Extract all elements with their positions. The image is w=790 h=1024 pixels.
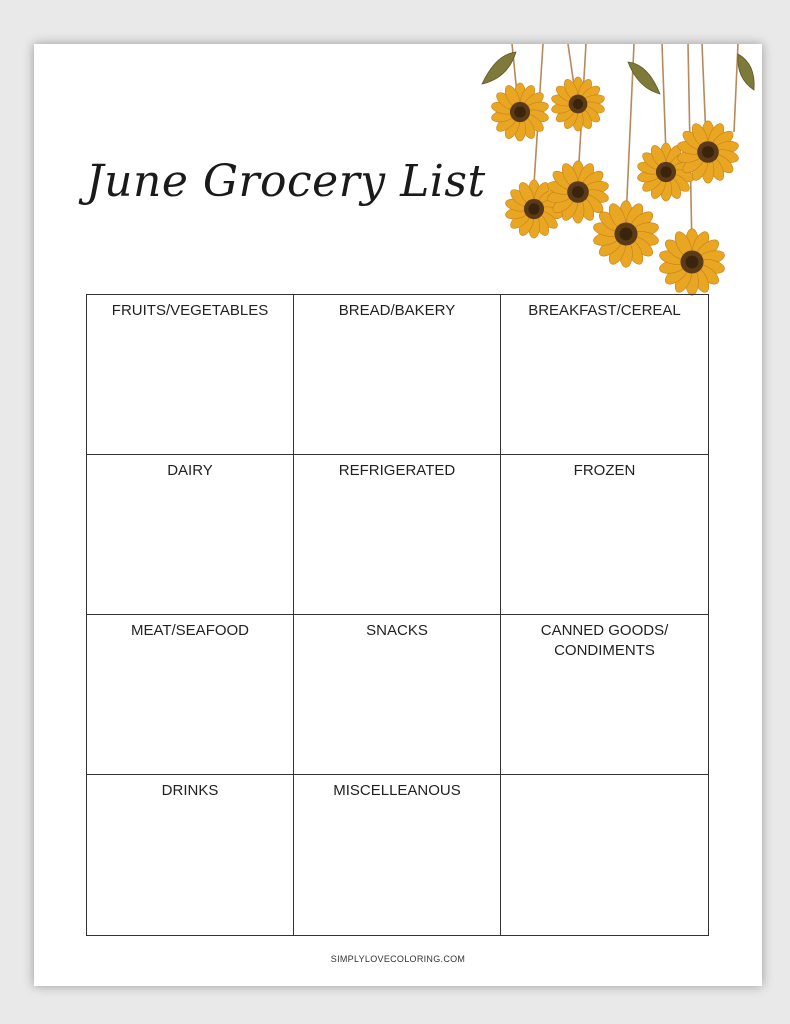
printable-page [34, 44, 762, 986]
sunflower [658, 229, 726, 296]
category-cell[interactable] [501, 615, 708, 775]
category-label: SNACKS [366, 622, 428, 639]
category-label: DAIRY [167, 462, 213, 479]
sunflower-decoration-icon [438, 44, 758, 306]
category-label: MISCELLEANOUS [333, 782, 461, 799]
category-label: REFRIGERATED [338, 462, 456, 479]
category-cell[interactable] [294, 295, 501, 455]
category-label: MEAT/SEAFOOD [130, 622, 250, 639]
category-label: DRINKS [161, 782, 219, 799]
category-cell[interactable] [294, 615, 501, 775]
category-cell[interactable] [501, 295, 708, 455]
category-cell[interactable] [501, 455, 708, 615]
sunflower [550, 77, 605, 131]
website-footer: SIMPLYLOVECOLORING.COM [330, 954, 466, 964]
category-label: BREAKFAST/CEREAL [528, 302, 681, 319]
page-title: June Grocery List [86, 156, 486, 207]
category-cell[interactable] [87, 615, 294, 775]
category-cell-empty[interactable] [501, 775, 708, 935]
category-cell[interactable] [294, 775, 501, 935]
category-label: CANNED GOODS/ CONDIMENTS [540, 622, 669, 659]
category-cell[interactable] [87, 455, 294, 615]
sunflower [490, 83, 549, 141]
category-cell[interactable] [87, 775, 294, 935]
category-cell[interactable] [87, 295, 294, 455]
grocery-category-grid [86, 294, 709, 936]
sunflowers [490, 77, 739, 295]
category-label: FROZEN [573, 462, 636, 479]
category-cell[interactable] [294, 455, 501, 615]
category-label: FRUITS/VEGETABLES [111, 302, 269, 319]
category-label: BREAD/BAKERY [338, 302, 456, 319]
